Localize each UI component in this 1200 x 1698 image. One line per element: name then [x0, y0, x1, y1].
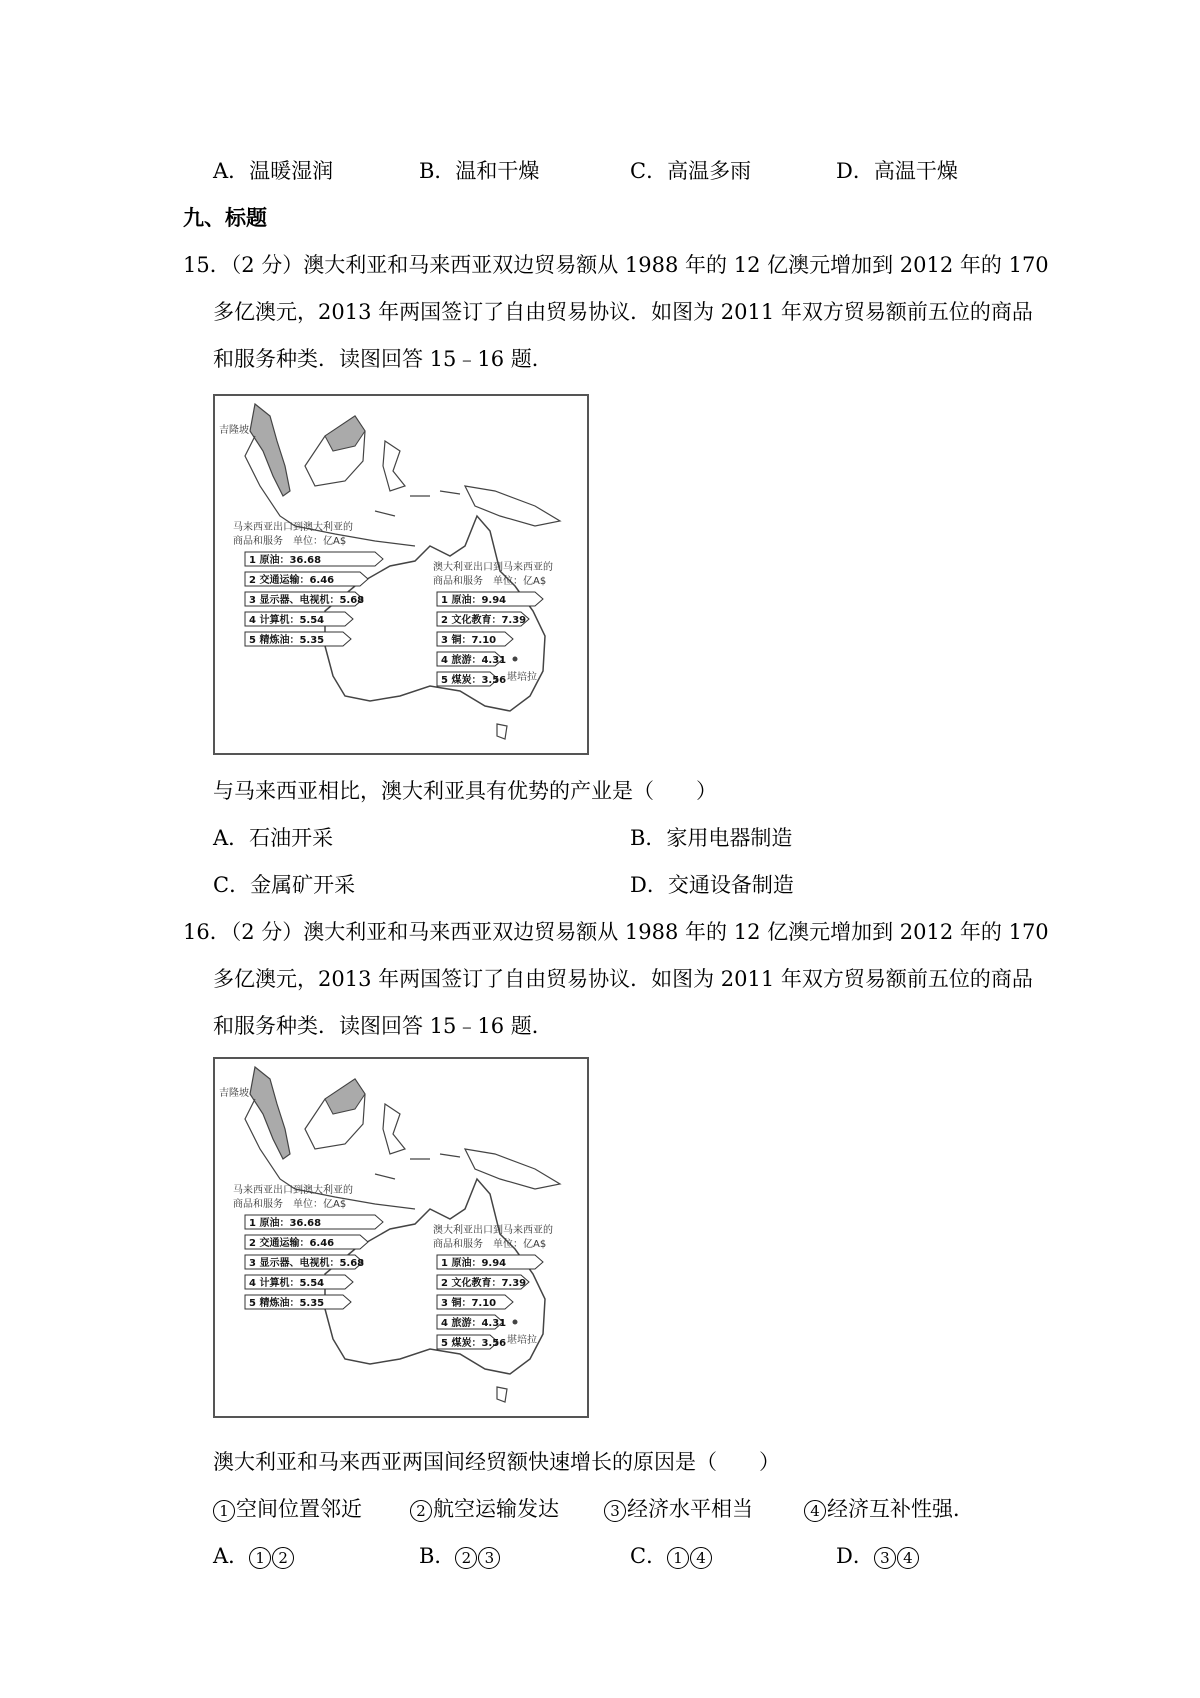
circled-number: 2: [272, 1547, 294, 1569]
q15-stem-line1: 15．（2 分）澳大利亚和马来西亚双边贸易额从 1988 年的 12 亿澳元增加到 2012 年的 170: [183, 253, 1049, 277]
prev-option-a: A．温暖湿润: [213, 159, 334, 183]
q16-statement-3: [604, 1494, 753, 1524]
my-item-1: 1 原油：36.68: [249, 555, 322, 566]
statement-text: 航空运输发达: [433, 1497, 559, 1521]
au-panel-title-2: 商品和服务 单位：亿A$: [433, 576, 547, 587]
my-panel-title-2: 商品和服务 单位：亿A$: [233, 536, 347, 547]
au-item-3: 3 铜：7.10: [441, 635, 497, 646]
q15-stem-line2: 多亿澳元，2013 年两国签订了自由贸易协议．如图为 2011 年双方贸易额前五位的商品: [213, 300, 1033, 324]
q15-option-b[interactable]: B．家用电器制造: [630, 826, 793, 850]
my-panel-title-1-b: 马来西亚出口到澳大利亚的: [233, 1185, 353, 1196]
au-item-2-b: 2 文化教育：7.39: [441, 1278, 527, 1289]
q15-question: 与马来西亚相比，澳大利亚具有优势的产业是（ ）: [213, 779, 717, 803]
circled-number: 1: [249, 1547, 271, 1569]
kuala-lumpur-label: 吉隆坡: [219, 425, 249, 436]
au-item-5-b: 5 煤炭：3.56: [441, 1338, 507, 1349]
canberra-label: 堪培拉: [507, 672, 537, 683]
trade-map-q16: [213, 1057, 589, 1418]
q16-stem-line1: 16．（2 分）澳大利亚和马来西亚双边贸易额从 1988 年的 12 亿澳元增加到 2012 年的 170: [183, 920, 1049, 944]
q15-option-d[interactable]: D．交通设备制造: [630, 873, 794, 897]
circled-number: 3: [478, 1547, 500, 1569]
circled-number: 4: [804, 1500, 826, 1522]
my-item-2-b: 2 交通运输：6.46: [249, 1238, 335, 1249]
my-item-1-b: 1 原油：36.68: [249, 1218, 322, 1229]
trade-map-q15: [213, 394, 589, 755]
statement-text: 空间位置邻近: [236, 1497, 362, 1521]
my-panel-title-1: 马来西亚出口到澳大利亚的: [233, 522, 353, 533]
my-item-5-b: 5 精炼油：5.35: [249, 1298, 325, 1309]
q16-stem-line3: 和服务种类．读图回答 15﹣16 题．: [213, 1014, 553, 1038]
my-item-5: 5 精炼油：5.35: [249, 635, 325, 646]
prev-option-d: D．高温干燥: [836, 159, 958, 183]
circled-number: 4: [690, 1547, 712, 1569]
q16-option-c[interactable]: [630, 1541, 713, 1571]
au-item-1: 1 原油：9.94: [441, 595, 507, 606]
au-panel-title-1: 澳大利亚出口到马来西亚的: [433, 562, 553, 573]
circled-number: 2: [410, 1500, 432, 1522]
q15-option-c[interactable]: C．金属矿开采: [213, 873, 356, 897]
au-item-4-b: 4 旅游：4.31: [441, 1318, 507, 1329]
my-item-3: 3 显示器、电视机：5.68: [249, 595, 365, 606]
my-item-4: 4 计算机：5.54: [249, 615, 325, 626]
au-item-1-b: 1 原油：9.94: [441, 1258, 507, 1269]
au-panel-title-2-b: 商品和服务 单位：亿A$: [433, 1239, 547, 1250]
kuala-lumpur-label-2: 吉隆坡: [219, 1088, 249, 1099]
prev-option-c: C．高温多雨: [630, 159, 752, 183]
circled-number: 3: [874, 1547, 896, 1569]
au-item-2: 2 文化教育：7.39: [441, 615, 527, 626]
circled-number: 1: [213, 1500, 235, 1522]
circled-number: 2: [455, 1547, 477, 1569]
statement-text: 经济互补性强．: [827, 1497, 974, 1521]
q16-option-b[interactable]: [419, 1541, 501, 1571]
q16-statement-4: [804, 1494, 974, 1524]
option-label: B．: [419, 1544, 456, 1568]
statement-text: 经济水平相当: [627, 1497, 753, 1521]
option-label: A．: [213, 1544, 250, 1568]
my-item-3-b: 3 显示器、电视机：5.68: [249, 1258, 365, 1269]
option-label: D．: [836, 1544, 874, 1568]
au-item-3-b: 3 铜：7.10: [441, 1298, 497, 1309]
my-item-2: 2 交通运输：6.46: [249, 575, 335, 586]
q16-option-d[interactable]: [836, 1541, 920, 1571]
q16-question: 澳大利亚和马来西亚两国间经贸额快速增长的原因是（ ）: [213, 1450, 780, 1474]
au-item-4: 4 旅游：4.31: [441, 655, 507, 666]
prev-option-b: B．温和干燥: [419, 159, 540, 183]
q16-statement-2: [410, 1494, 559, 1524]
circled-number: 4: [897, 1547, 919, 1569]
circled-number: 1: [667, 1547, 689, 1569]
circled-number: 3: [604, 1500, 626, 1522]
option-label: C．: [630, 1544, 668, 1568]
q15-option-a[interactable]: A．石油开采: [213, 826, 334, 850]
au-item-5: 5 煤炭：3.56: [441, 675, 507, 686]
canberra-label-2: 堪培拉: [507, 1335, 537, 1346]
my-item-4-b: 4 计算机：5.54: [249, 1278, 325, 1289]
q16-stem-line2: 多亿澳元，2013 年两国签订了自由贸易协议．如图为 2011 年双方贸易额前五位的商品: [213, 967, 1033, 991]
q16-statement-1: [213, 1494, 362, 1524]
q15-stem-line3: 和服务种类．读图回答 15﹣16 题．: [213, 347, 553, 371]
section-heading: 九、标题: [183, 205, 267, 230]
q16-option-a[interactable]: [213, 1541, 295, 1571]
my-panel-title-2-b: 商品和服务 单位：亿A$: [233, 1199, 347, 1210]
au-panel-title-1-b: 澳大利亚出口到马来西亚的: [433, 1225, 553, 1236]
